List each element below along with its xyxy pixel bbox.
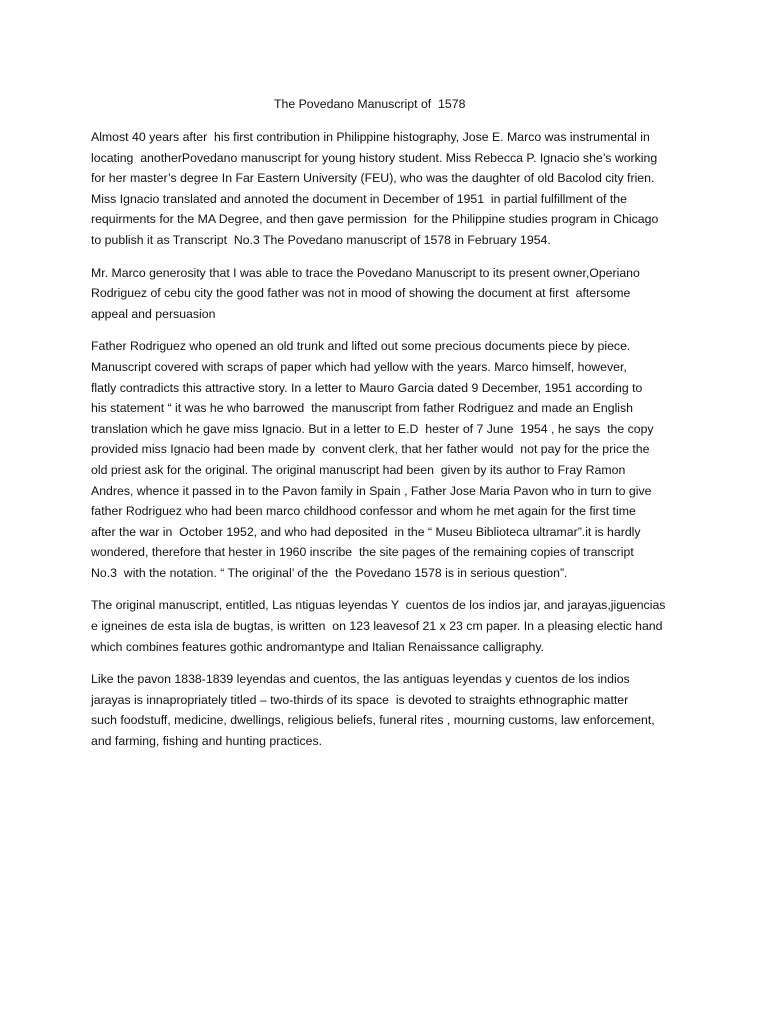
text-line: flatly contradicts this attractive story. In a letter to Mauro Garcia dated 9 December, 1951 according to [91, 380, 643, 395]
paragraph-3 [91, 336, 710, 583]
text-line: Andres, whence it passed in to the Pavon family in Spain , Father Jose Maria Pavon who in turn to give [91, 483, 652, 498]
text-line: his statement “ it was he who barrowed the manuscript from father Rodriguez and made an English [91, 401, 634, 416]
text-line: provided miss Ignacio had been made by convent clerk, that her father would not pay for the price the [91, 442, 650, 457]
text-line: locating anotherPovedano manuscript for young history student. Miss Rebecca P. Ignacio she’s working [91, 150, 658, 165]
text-line: jarayas is innapropriately titled – two-thirds of its space is devoted to straights ethnographic matter [91, 692, 629, 707]
text-line: and farming, fishing and hunting practices. [91, 734, 323, 749]
text-line: which combines features gothic andromantype and Italian Renaissance calligraphy. [91, 639, 544, 654]
text-line: Mr. Marco generosity that I was able to trace the Povedano Manuscript to its present owner,Operiano [91, 265, 640, 280]
text-line: requirments for the MA Degree, and then gave permission for the Philippine studies program in Chicago [91, 212, 659, 227]
text-line: e igneines de esta isla de bugtas, is written on 123 leavesof 21 x 23 cm paper. In a pleasing electic hand [91, 619, 663, 634]
text-line: for her master’s degree In Far Eastern University (FEU), who was the daughter of old Bacolod city frien. [91, 171, 655, 186]
text-line: The original manuscript, entitled, Las ntiguas leyendas Y cuentos de los indios jar, and jarayas,jiguencias [91, 598, 666, 613]
paragraph-1 [91, 127, 710, 251]
paragraph-5 [91, 669, 710, 751]
text-line: translation which he gave miss Ignacio. But in a letter to E.D hester of 7 June 1954 , he says the copy [91, 421, 654, 436]
text-line: to publish it as Transcript No.3 The Povedano manuscript of 1578 in February 1954. [91, 232, 551, 247]
document-title: The Povedano Manuscript of 1578 [274, 97, 466, 111]
paragraph-4 [91, 595, 710, 657]
text-line: No.3 with the notation. “ The original’ of the the Povedano 1578 is in serious question”. [91, 565, 568, 580]
text-line: Like the pavon 1838-1839 leyendas and cuentos, the las antiguas leyendas y cuentos de los indios [91, 672, 630, 687]
text-line: appeal and persuasion [91, 306, 216, 321]
text-line: father Rodriguez who had been marco childhood confessor and whom he met again for the first time [91, 504, 636, 519]
text-line: after the war in October 1952, and who had deposited in the “ Museu Biblioteca ultramar”.it is hardly [91, 524, 641, 539]
text-line: Rodriguez of cebu city the good father was not in mood of showing the document at first aftersome [91, 286, 631, 301]
paragraph-2 [91, 263, 710, 325]
text-line: Almost 40 years after his first contribution in Philippine histography, Jose E. Marco was instrumental in [91, 130, 650, 144]
text-line: old priest ask for the original. The original manuscript had been given by its author to Fray Ramon [91, 462, 626, 477]
text-line: such foodstuff, medicine, dwellings, religious beliefs, funeral rites , mourning customs, law enforcement, [91, 713, 655, 728]
text-line: Father Rodriguez who opened an old trunk and lifted out some precious documents piece by piece. [91, 339, 631, 354]
text-line: Miss Ignacio translated and annoted the document in December of 1951 in partial fulfillment of the [91, 191, 627, 206]
text-line: wondered, therefore that hester in 1960 inscribe the site pages of the remaining copies of transcript [91, 545, 634, 560]
text-line: Manuscript covered with scraps of paper which had yellow with the years. Marco himself, however, [91, 359, 627, 374]
